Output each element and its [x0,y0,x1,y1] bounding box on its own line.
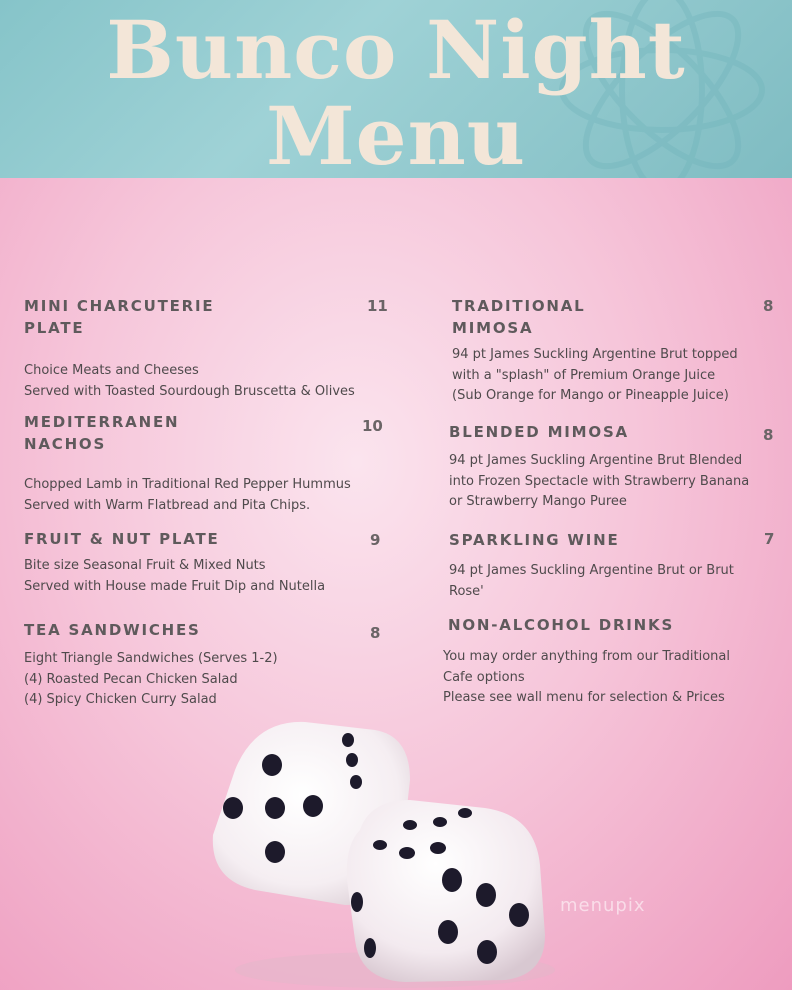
description-line: Eight Triangle Sandwiches (Serves 1-2) [24,651,278,666]
menu-header [0,0,792,178]
item-price: 8 [370,624,381,642]
item-price: 8 [763,426,774,444]
description-line: or Strawberry Mango Puree [449,494,627,509]
menu-item-fruit-nut-plate [24,528,384,597]
item-name: MEDITERRANEN NACHOS [24,413,180,453]
item-price: 11 [367,297,388,315]
description-line: Rose' [449,583,484,599]
item-description [24,361,384,402]
description-line: Cafe options [443,669,525,685]
description-line: (4) Roasted Pecan Chicken Salad [24,671,238,687]
item-description [449,561,782,602]
description-line: 94 pt James Suckling Argentine Brut or Brut [449,563,734,578]
item-name: FRUIT & NUT PLATE [24,530,220,548]
item-description [452,345,782,407]
description-line: Choice Meats and Cheeses [24,363,199,378]
menu-item-mediterranen-nachos [24,411,384,516]
description-line: 94 pt James Suckling Argentine Brut Blended [449,453,743,468]
watermark-text: menupix [560,895,646,916]
description-line: (4) Spicy Chicken Curry Salad [24,692,217,707]
item-description [24,556,384,597]
description-line: You may order anything from our Traditional [443,649,731,664]
description-line: Served with Toasted Sourdough Bruscetta & Olives [24,383,355,399]
item-name: TRADITIONAL MIMOSA [452,297,586,337]
item-name: MINI CHARCUTERIE PLATE [24,297,215,337]
item-price: 8 [763,297,774,315]
item-price: 9 [370,531,381,549]
item-name: NON-ALCOHOL DRINKS [448,616,675,634]
menu-item-traditional-mimosa [452,295,782,407]
die-front-icon [347,800,545,982]
dice-illustration [195,700,565,990]
item-price: 7 [764,530,775,548]
description-line: into Frozen Spectacle with Strawberry Banana [449,473,750,489]
item-price: 10 [362,417,383,435]
item-name: SPARKLING WINE [449,531,620,549]
item-name: TEA SANDWICHES [24,621,201,639]
item-name: BLENDED MIMOSA [449,423,629,441]
description-line: Chopped Lamb in Traditional Red Pepper Hummus [24,477,351,492]
menu-title-line2: Menu [266,89,526,178]
menu-item-mini-charcuterie [24,295,388,402]
description-line: 94 pt James Suckling Argentine Brut topped [452,347,738,362]
menu-item-sparkling-wine [449,529,782,602]
menu-item-tea-sandwiches [24,619,384,711]
menu-item-non-alcohol-drinks [443,614,782,709]
item-description [449,451,782,513]
menu-title-line1: Bunco Night [106,3,686,97]
description-line: Served with House made Fruit Dip and Nutella [24,578,326,594]
item-description [24,475,384,516]
description-line: with a "splash" of Premium Orange Juice [452,367,716,383]
description-line: Please see wall menu for selection & Prices [443,690,725,705]
description-line: (Sub Orange for Mango or Pineapple Juice) [452,388,729,403]
menu-item-blended-mimosa [449,421,782,513]
description-line: Bite size Seasonal Fruit & Mixed Nuts [24,558,266,573]
description-line: Served with Warm Flatbread and Pita Chips. [24,497,311,513]
